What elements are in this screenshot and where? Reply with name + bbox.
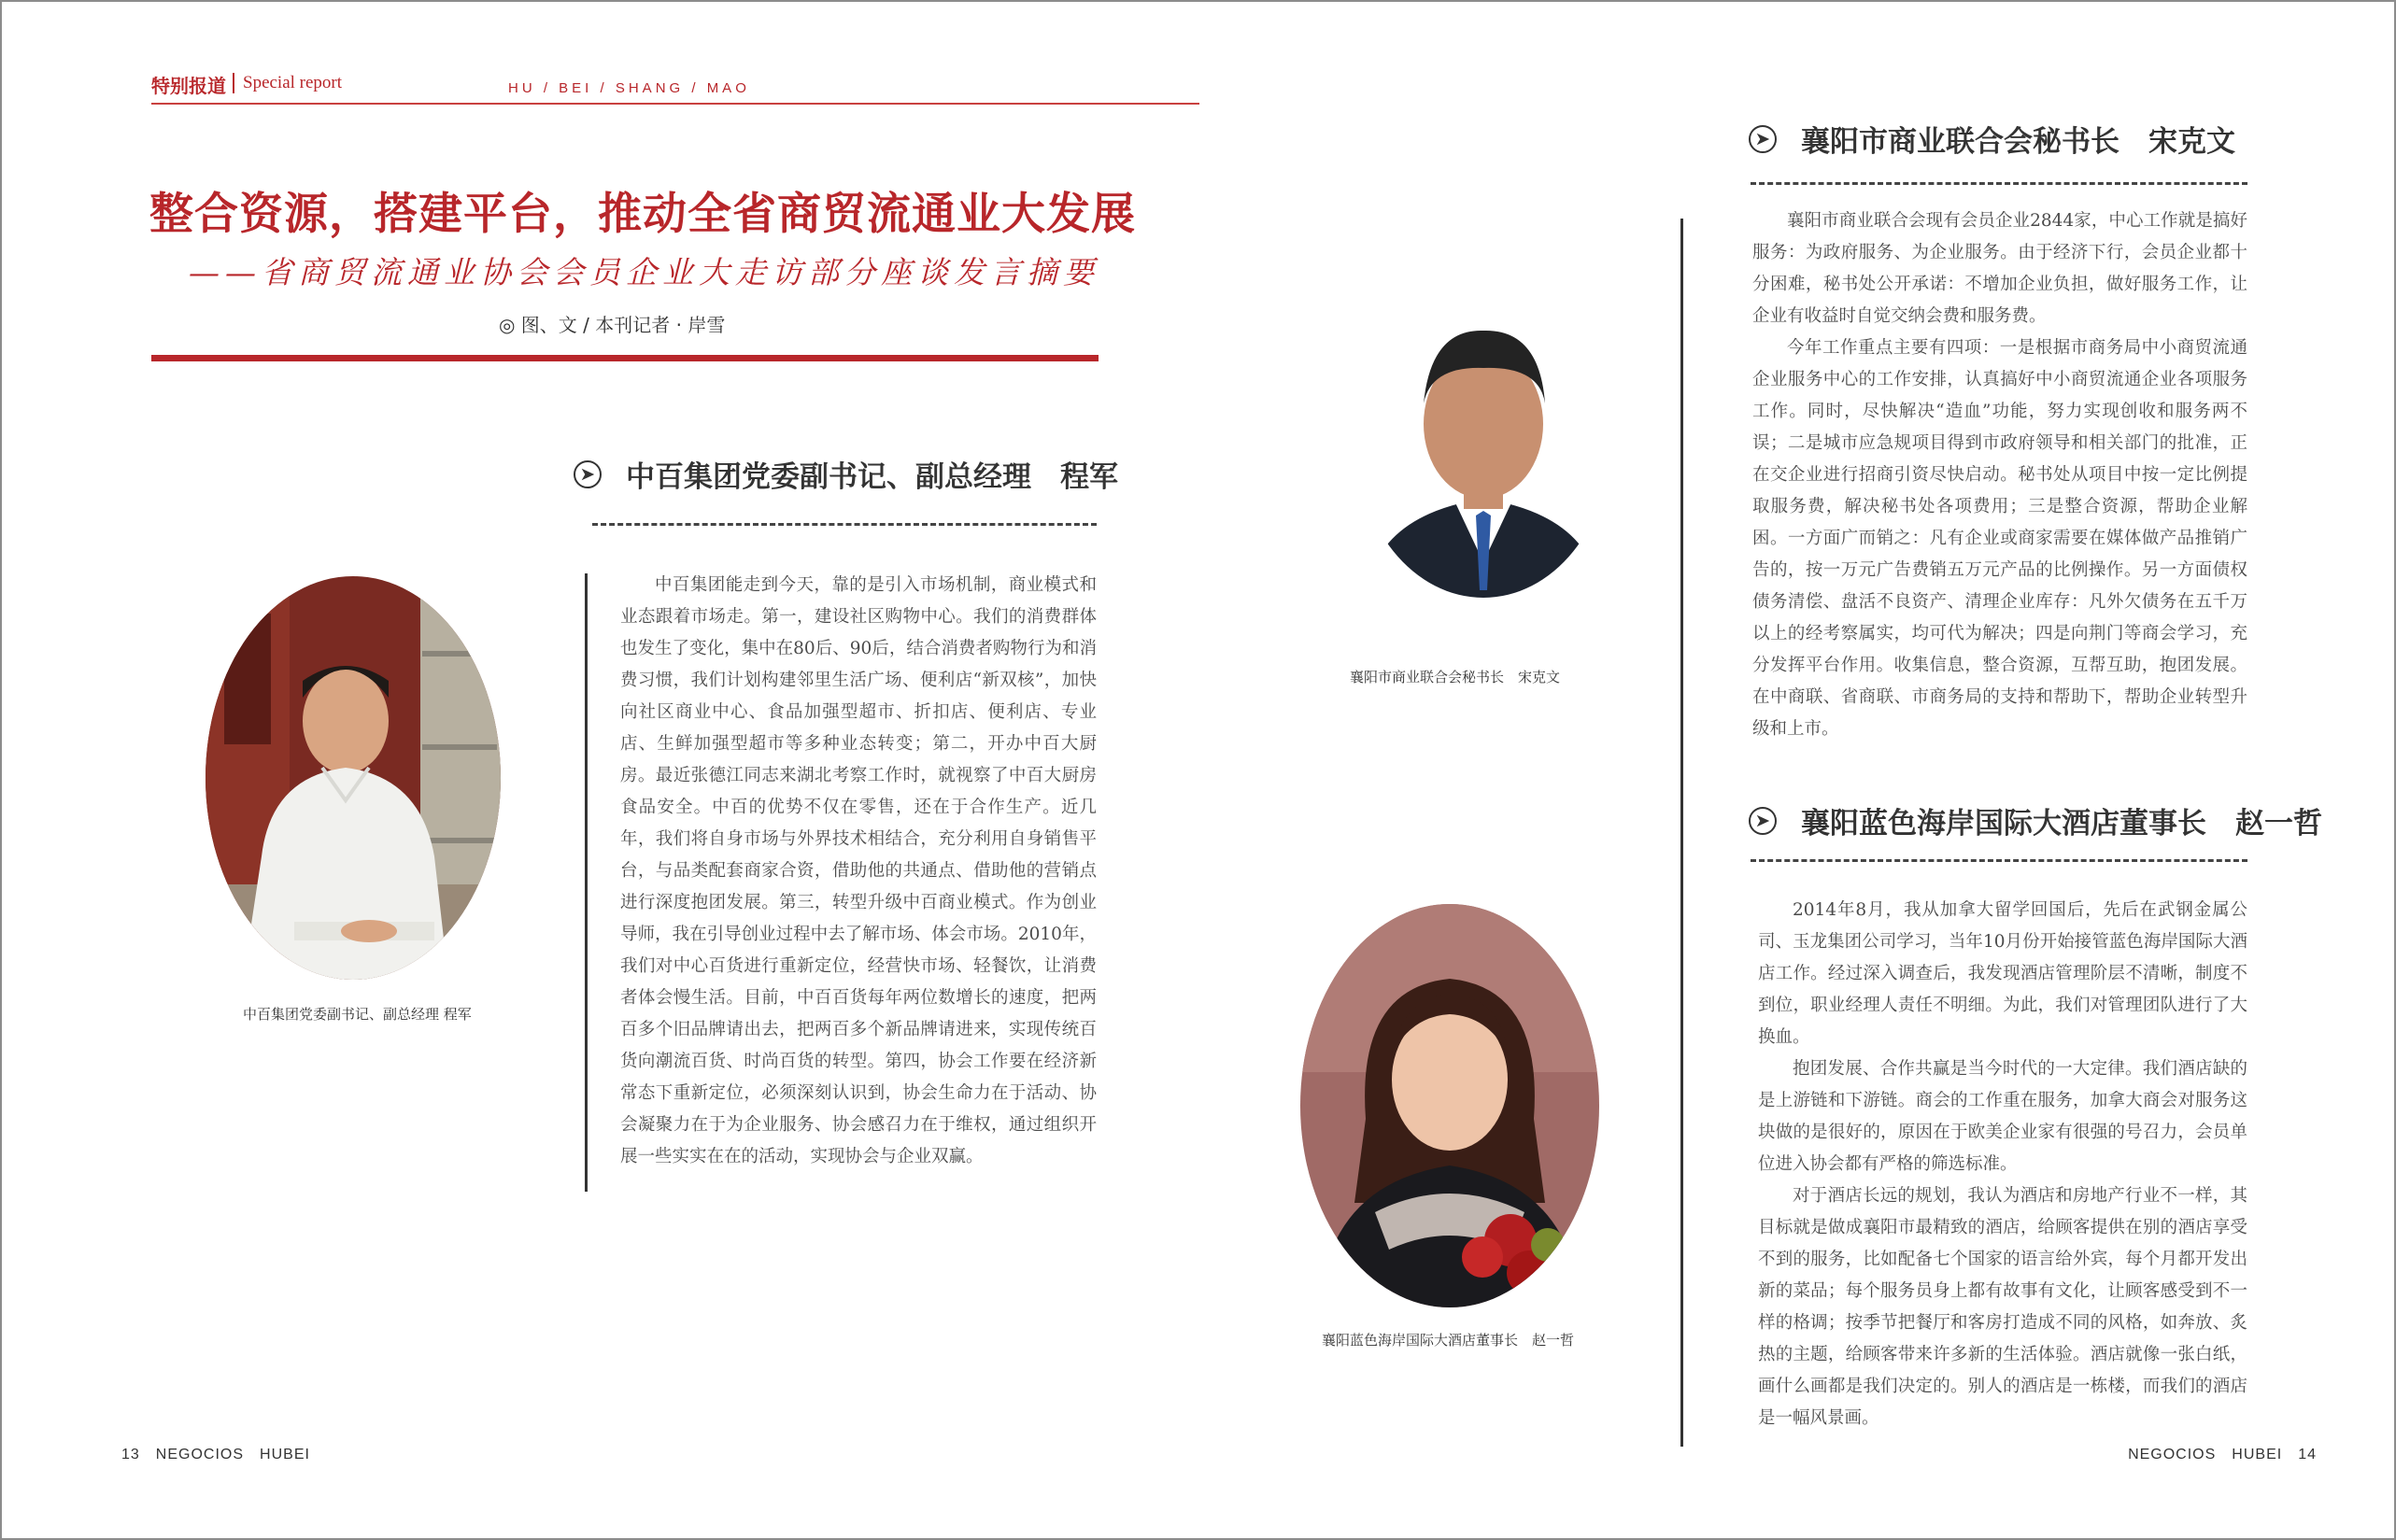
photo-caption: 襄阳市商业联合会秘书长 宋克文	[1350, 669, 1561, 685]
section-heading-cheng-jun	[574, 453, 1118, 495]
article-column-1	[620, 570, 1097, 1173]
paragraph: 抱团发展、合作共赢是当今时代的一大定律。我们酒店缺的是上游链和下游链。商会的工作重在服务，加拿大商会对服务这块做的是很好的，原因在于欧美企业家有很强的号召力，会员单位进入协会都有严格的筛选标准。	[1758, 1059, 2247, 1174]
section-title: 襄阳市商业联合会秘书长 宋克文	[1801, 125, 2235, 159]
dashed-divider	[592, 523, 1097, 526]
article-column-2	[1752, 205, 2247, 745]
photo-caption: 襄阳蓝色海岸国际大酒店董事长 赵一哲	[1322, 1332, 1575, 1349]
paragraph: 今年工作重点主要有四项：一是根据市商务局中小商贸流通企业服务中心的工作安排，认真搞好中小商贸流通企业各项服务工作。同时，尽快解决“造血”功能，努力实现创收和服务两不误；二是城市应急规项目得到市政府领导和相关部门的批准，正在交企业进行招商引资尽快启动。秘书处从项目中按一定比例提取服务费，解决秘书处各项费用；三是整合资源，帮助企业解困。一方面广而销之：凡有企业或商家需要在媒体做产品推销广告的，按一万元广告费销五万元产品的比例操作。另一方面债权债务清偿、盘活不良资产、清理企业库存：凡外欠债务在五千万以上的经考察属实，均可代为解决；四是向荆门等商会学习，充分发挥平台作用。收集信息，整合资源，互帮互助，抱团发展。在中商联、省商联、市商务局的支持和帮助下，帮助企业转型升级和上市。	[1752, 338, 2247, 739]
paragraph: 2014年8月，我从加拿大留学回国后，先后在武钢金属公司、玉龙集团公司学习，当年10月份开始接管蓝色海岸国际大酒店工作。经过深入调查后，我发现酒店管理阶层不清晰，制度不到位，职业经理人责任不明细。为此，我们对管理团队进行了大换血。	[1758, 900, 2247, 1047]
portrait-cheng-jun	[206, 576, 501, 980]
photo-caption: 中百集团党委副书记、副总经理 程军	[243, 1006, 472, 1023]
article-title: 整合资源，搭建平台，推动全省商贸流通业大发展	[149, 189, 1136, 240]
portrait-zhao-yizhe	[1300, 904, 1599, 1307]
article-column-3	[1758, 895, 2247, 1434]
portrait-song-kewen	[1356, 282, 1610, 598]
header-separator	[233, 73, 234, 93]
section-heading-song-kewen	[1749, 118, 2235, 160]
article-subtitle: ——省商贸流通业协会会员企业大走访部分座谈发言摘要	[189, 254, 1099, 290]
folio-right: NEGOCIOS HUBEI 14	[2128, 1447, 2317, 1462]
arrow-circle-icon	[1749, 807, 1777, 835]
column-bar	[585, 573, 588, 1192]
magazine-name: HU / BEI / SHANG / MAO	[508, 80, 750, 96]
section-heading-zhao-yizhe	[1749, 799, 2322, 841]
article-byline: ◎ 图、文 / 本刊记者 · 岸雪	[499, 314, 726, 336]
section-title: 中百集团党委副书记、副总经理 程军	[626, 460, 1118, 494]
header-rule	[151, 103, 1199, 105]
folio-left: 13 NEGOCIOS HUBEI	[121, 1447, 310, 1462]
paragraph: 对于酒店长远的规划，我认为酒店和房地产行业不一样，其目标就是做成襄阳市最精致的酒店，给顾客提供在别的酒店享受不到的服务，比如配备七个国家的语言给外宾，每个月都开发出新的菜品；每个服务员身上都有故事有文化，让顾客感受到不一样的格调；按季节把餐厅和客房打造成不同的风格，如奔放、炙热的主题，给顾客带来许多新的生活体验。酒店就像一张白纸，画什么画都是我们决定的。别人的酒店是一栋楼，而我们的酒店是一幅风景画。	[1758, 1186, 2247, 1428]
section-label-en: Special report	[243, 73, 343, 92]
section-title: 襄阳蓝色海岸国际大酒店董事长 赵一哲	[1801, 807, 2322, 841]
paragraph: 襄阳市商业联合会现有会员企业2844家，中心工作就是搞好服务：为政府服务、为企业服务。由于经济下行，会员企业都十分困难，秘书处公开承诺：不增加企业负担，做好服务工作，让企业有收益时自觉交纳会费和服务费。	[1752, 211, 2247, 326]
dashed-divider	[1751, 859, 2247, 862]
paragraph: 中百集团能走到今天，靠的是引入市场机制，商业模式和业态跟着市场走。第一，建设社区购物中心。我们的消费群体也发生了变化，集中在80后、90后，结合消费者购物行为和消费习惯，我们计划构建邻里生活广场、便利店“新双核”，加快向社区商业中心、食品加强型超市、折扣店、便利店、专业店、生鲜加强型超市等多种业态转变；第二，开办中百大厨房。最近张德江同志来湖北考察工作时，就视察了中百大厨房食品安全。中百的优势不仅在零售，还在于合作生产。近几年，我们将自身市场与外界技术相结合，充分利用自身销售平台，与品类配套商家合资，借助他的共通点、借助他的营销点进行深度抱团发展。第三，转型升级中百商业模式。作为创业导师，我在引导创业过程中去了解市场、体会市场。2010年，我们对中心百货进行重新定位，经营快市场、轻餐饮，让消费者体会慢生活。目前，中百百货每年两位数增长的速度，把两百多个旧品牌请出去，把两百多个新品牌请进来，实现传统百货向潮流百货、时尚百货的转型。第四，协会工作要在经济新常态下重新定位，必须深刻认识到，协会生命力在于活动、协会凝聚力在于为企业服务、协会感召力在于维权，通过组织开展一些实实在在的活动，实现协会与企业双赢。	[620, 575, 1097, 1166]
title-rule	[151, 355, 1099, 361]
column-bar	[1680, 219, 1683, 1447]
section-label: 特别报道	[151, 75, 226, 97]
arrow-circle-icon	[1749, 125, 1777, 153]
dashed-divider	[1751, 182, 2247, 185]
arrow-circle-icon	[574, 460, 602, 488]
